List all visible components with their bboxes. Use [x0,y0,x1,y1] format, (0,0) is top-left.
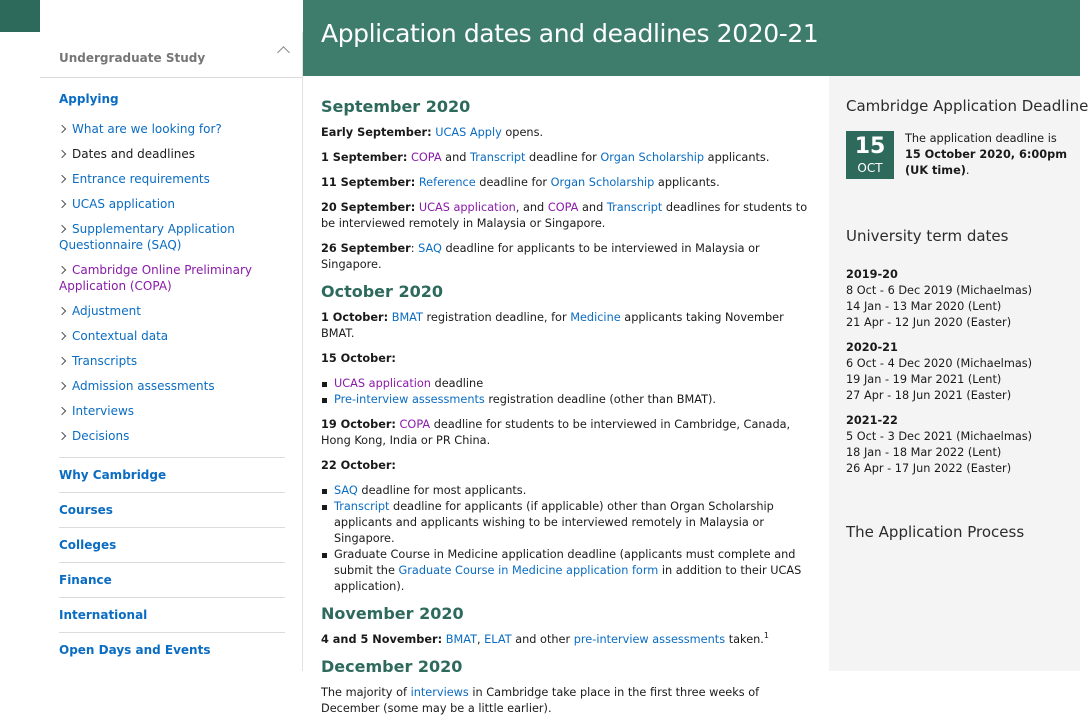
link-organ-scholarship[interactable]: Organ Scholarship [550,176,655,189]
application-process-heading[interactable]: The Application Process [846,523,1025,541]
term-dates-heading: University term dates [846,227,1009,245]
chevron-right-icon [58,266,66,274]
entry-22-october: 22 October: [321,459,396,472]
link-saq[interactable]: SAQ [418,242,442,255]
entry-15-october: 15 October: [321,352,396,365]
entry-26-september: 26 September: SAQ deadline for applicants to be interviewed in Malaysia or Singapore. [321,242,760,271]
link-ucas-application[interactable]: UCAS application [334,377,431,390]
heading-november: November 2020 [321,604,464,623]
calendar-date-badge [846,131,894,179]
entry-early-september: Early September: UCAS Apply opens. [321,126,544,139]
chevron-right-icon [58,432,66,440]
sidebar-link-finance[interactable]: Finance [59,562,285,597]
top-strip [0,0,40,32]
link-elat[interactable]: ELAT [484,633,512,646]
sidebar-item-entrance-requirements[interactable]: Entrance requirements [59,171,289,187]
term-block-2021-22: 2021-22 5 Oct - 3 Dec 2021 (Michaelmas) 18 Jan - 18 Mar 2022 (Lent) 26 Apr - 17 Jun 2022 (Easter) [846,414,1033,475]
chevron-right-icon [58,225,66,233]
link-interviews[interactable]: interviews [410,686,469,699]
list-item: Graduate Course in Medicine application deadline (applicants must complete and submit the Graduate Course in Medicine application form in addition to their UCAS application). [321,547,813,595]
sidebar-item-admission-assessments[interactable]: Admission assessments [59,378,289,394]
link-copa[interactable]: COPA [547,201,579,214]
deadline-text: The application deadline is 15 October 2020, 6:00pm (UK time). [905,132,1067,177]
sidebar-link-colleges[interactable]: Colleges [59,527,285,562]
sidebar-header[interactable] [40,32,302,78]
list-15-october [321,376,813,408]
chevron-right-icon [58,357,66,365]
deadline-card [846,131,1080,179]
link-medicine[interactable]: Medicine [570,311,621,324]
sidebar-item-interviews[interactable]: Interviews [59,403,289,419]
page-header [303,0,1080,76]
link-pre-interview-assessments[interactable]: Pre-interview assessments [334,393,485,406]
link-ucas-application[interactable]: UCAS application [418,201,516,214]
link-copa[interactable]: COPA [399,418,431,431]
link-graduate-medicine-form[interactable]: Graduate Course in Medicine application form [398,564,659,577]
link-pre-interview-assessments[interactable]: pre-interview assessments [573,633,726,646]
chevron-right-icon [58,125,66,133]
link-ucas-apply[interactable]: UCAS Apply [435,126,502,139]
link-organ-scholarship[interactable]: Organ Scholarship [600,151,705,164]
chevron-right-icon [58,200,66,208]
heading-december: December 2020 [321,657,463,676]
link-saq[interactable]: SAQ [334,484,358,497]
chevron-right-icon [58,332,66,340]
chevron-right-icon [58,150,66,158]
entry-1-september: 1 September: COPA and Transcript deadline for Organ Scholarship applicants. [321,151,770,164]
sidebar [40,32,303,671]
entry-1-october: 1 October: BMAT registration deadline, for Medicine applicants taking November BMAT. [321,311,784,340]
sidebar-item-ucas-application[interactable]: UCAS application [59,196,289,212]
link-bmat[interactable]: BMAT [445,633,477,646]
sidebar-item-contextual-data[interactable]: Contextual data [59,328,289,344]
sidebar-link-international[interactable]: International [59,597,285,632]
deadline-heading: Cambridge Application Deadline [846,97,1088,115]
sidebar-item-dates-deadlines[interactable]: Dates and deadlines [59,146,289,162]
sidebar-link-open-days[interactable]: Open Days and Events [59,632,285,667]
sidebar-item-saq[interactable]: Supplementary Application Questionnaire (SAQ) [59,222,235,252]
sidebar-header-label: Undergraduate Study [59,51,206,65]
sidebar-section-applying[interactable]: Applying [59,92,119,106]
term-block-2020-21: 2020-21 6 Oct - 4 Dec 2020 (Michaelmas) 19 Jan - 19 Mar 2021 (Lent) 27 Apr - 18 Jun 2021 (Easter) [846,341,1033,402]
sidebar-link-courses[interactable]: Courses [59,492,285,527]
sidebar-item-decisions[interactable]: Decisions [59,428,289,444]
deadline-day: 15 [854,134,886,159]
link-bmat[interactable]: BMAT [391,311,423,324]
link-reference[interactable]: Reference [418,176,476,189]
link-transcript[interactable]: Transcript [470,151,526,164]
page-title: Application dates and deadlines 2020-21 [321,19,819,48]
entry-19-october: 19 October: COPA deadline for students to be interviewed in Cambridge, Canada, Hong Kong, India or PR China. [321,418,791,447]
entry-20-september: 20 September: UCAS application, and COPA and Transcript deadlines for students to be interviewed remotely in Malaysia or Singapore. [321,201,808,230]
list-item: Transcript deadline for applicants (if applicable) other than Organ Scholarship applicants and applicants wishing to be interviewed remotely in Malaysia or Singapore. [321,499,813,547]
link-transcript[interactable]: Transcript [606,201,663,214]
right-rail [829,76,1088,671]
entry-4-5-november: 4 and 5 November: BMAT, ELAT and other pre-interview assessments taken.$^1$ [321,631,769,646]
sidebar-item-copa[interactable]: Cambridge Online Preliminary Application (COPA) [59,263,253,293]
sidebar-item-adjustment[interactable]: Adjustment [59,303,289,319]
list-22-october [321,483,813,595]
heading-october: October 2020 [321,282,444,301]
link-copa[interactable]: COPA [410,151,442,164]
sidebar-list [59,121,289,453]
deadline-month: OCT [857,161,883,175]
chevron-up-icon[interactable] [277,46,290,59]
list-item: UCAS application deadline [321,376,813,392]
link-transcript[interactable]: Transcript [334,500,390,513]
main-content [303,76,828,715]
sidebar-link-why-cambridge[interactable]: Why Cambridge [59,457,285,492]
chevron-right-icon [58,175,66,183]
term-block-2019-20: 2019-20 8 Oct - 6 Dec 2019 (Michaelmas) 14 Jan - 13 Mar 2020 (Lent) 21 Apr - 12 Jun 2020 (Easter) [846,268,1033,329]
sidebar-item-transcripts[interactable]: Transcripts [59,353,289,369]
list-item: SAQ deadline for most applicants. [321,483,813,499]
entry-11-september: 11 September: Reference deadline for Organ Scholarship applicants. [321,176,720,189]
chevron-right-icon [58,307,66,315]
sidebar-item-what-we-look-for[interactable]: What are we looking for? [59,121,289,137]
chevron-right-icon [58,407,66,415]
heading-september: September 2020 [321,97,471,116]
footnote-marker[interactable]: 1 [763,631,769,641]
entry-december: The majority of interviews in Cambridge take place in the first three weeks of December (some may be a little earlier). [321,686,760,715]
chevron-right-icon [58,382,66,390]
list-item: Pre-interview assessments registration deadline (other than BMAT). [321,392,813,408]
